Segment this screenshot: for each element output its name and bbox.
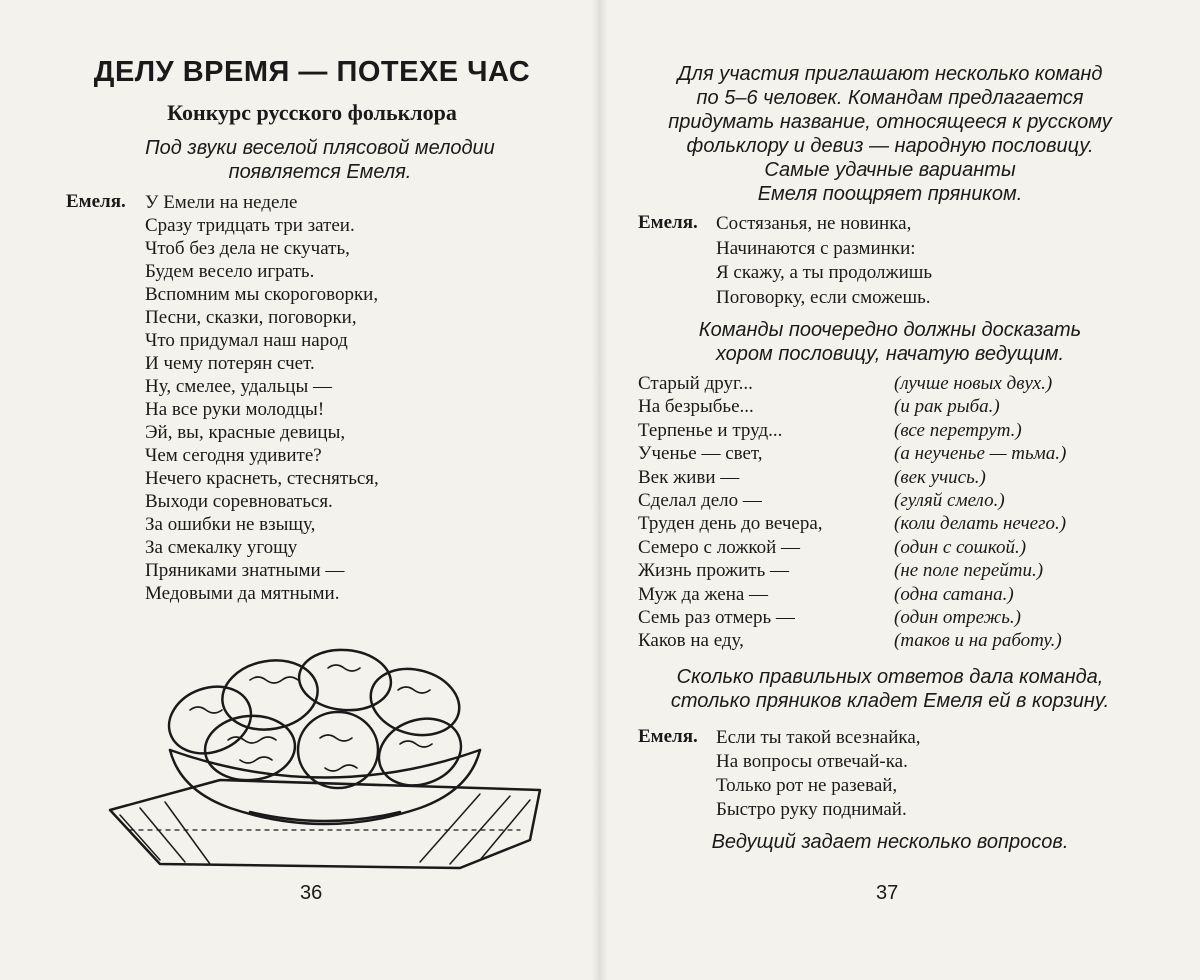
verse-line: Только рот не разевай, xyxy=(716,775,898,796)
verse-line: Нечего краснеть, стесняться, xyxy=(145,468,379,489)
page-number: 36 xyxy=(300,882,323,904)
proverb-end: (коли делать нечего.) xyxy=(894,513,1067,535)
verse-line: Медовыми да мятными. xyxy=(145,583,340,604)
proverb-end: (и рак рыба.) xyxy=(894,396,1000,418)
verse-line: Состязанья, не новинка, xyxy=(716,213,912,234)
proverb-start: Век живи — xyxy=(638,466,740,488)
proverb-start: Терпенье и труд... xyxy=(638,419,783,441)
proverb-end: (лучше новых двух.) xyxy=(894,373,1053,394)
speaker-label: Емеля. xyxy=(66,191,126,212)
proverb-end: (один с сошкой.) xyxy=(894,536,1027,558)
verse-line: Будем весело играть. xyxy=(145,261,315,282)
verse-line: Если ты такой всезнайка, xyxy=(716,727,921,748)
proverb-row xyxy=(638,442,1066,465)
proverb-row xyxy=(638,629,1066,652)
verse-line: За смекалку угощу xyxy=(145,537,298,558)
proverb-end: (все перетрут.) xyxy=(894,419,1022,441)
verse-line: Пряниками знатными — xyxy=(145,560,345,581)
intro-line: появляется Емеля. xyxy=(228,161,412,183)
verse-line: Чем сегодня удивите? xyxy=(145,445,322,466)
intro-line: Для участия приглашают несколько команд xyxy=(677,63,1103,85)
closing-stage-direction: Ведущий задает несколько вопросов. xyxy=(711,831,1069,853)
verse-block xyxy=(716,726,921,822)
proverb-start: Жизнь прожить — xyxy=(638,560,789,582)
proverb-start: Семь раз отмерь — xyxy=(638,607,795,629)
speaker-label: Емеля. xyxy=(638,726,698,747)
scoring-line: Сколько правильных ответов дала команда, xyxy=(676,666,1104,688)
verse-line: Я скажу, а ты продолжишь xyxy=(716,262,933,283)
instruction-line: Команды поочередно должны досказать xyxy=(698,319,1082,341)
scoring-line: столько пряников кладет Емеля ей в корзину. xyxy=(670,690,1110,712)
proverb-end: (один отрежь.) xyxy=(894,607,1021,629)
proverb-end: (а неученье — тьма.) xyxy=(894,443,1067,465)
proverb-row xyxy=(638,466,1066,489)
proverb-end: (гуляй смело.) xyxy=(894,490,1005,512)
verse-line: Сразу тридцать три затеи. xyxy=(145,215,355,236)
verse-line: Поговорку, если сможешь. xyxy=(716,286,931,308)
proverb-end: (не поле перейти.) xyxy=(894,560,1044,582)
instruction-line: хором пословицу, начатую ведущим. xyxy=(715,343,1065,365)
proverb-start: Муж да жена — xyxy=(638,583,769,605)
verse-line: Быстро руку поднимай. xyxy=(716,799,907,820)
verse-line: Чтоб без дела не скучать, xyxy=(145,238,350,259)
proverb-row xyxy=(638,489,1066,512)
proverb-row xyxy=(638,559,1066,582)
intro-line: Самые удачные варианты xyxy=(764,159,1016,181)
intro-line: фольклору и девиз — народную пословицу. xyxy=(686,135,1094,157)
verse-line: Вспомним мы скороговорки, xyxy=(145,284,379,305)
proverb-end: (одна сатана.) xyxy=(894,583,1014,605)
proverb-row xyxy=(638,606,1066,629)
intro-stage-direction xyxy=(640,62,1140,206)
verse-line: Песни, сказки, поговорки, xyxy=(145,307,357,328)
scoring-stage-direction xyxy=(630,665,1150,713)
proverb-row xyxy=(638,536,1066,559)
proverb-row xyxy=(638,395,1066,418)
intro-line: Емеля поощряет пряником. xyxy=(757,183,1023,205)
verse-line: Эй, вы, красные девицы, xyxy=(145,422,346,443)
proverb-start: Старый друг... xyxy=(638,373,753,394)
verse-line: На все руки молодцы! xyxy=(145,399,325,420)
proverb-start: Сделал дело — xyxy=(638,490,762,512)
proverb-row xyxy=(638,419,1066,442)
verse-line: Ну, смелее, удальцы — xyxy=(145,376,332,397)
verse-block xyxy=(716,212,932,310)
verse-block xyxy=(145,191,379,605)
proverb-end: (век учись.) xyxy=(894,466,986,488)
proverb-start: Труден день до вечера, xyxy=(638,513,823,535)
proverb-row xyxy=(638,583,1066,606)
page-subtitle: Конкурс русского фольклора xyxy=(167,100,457,125)
intro-stage-direction xyxy=(90,136,550,184)
page-number: 37 xyxy=(876,882,899,904)
speaker-label: Емеля. xyxy=(638,212,698,233)
intro-line: Под звуки веселой плясовой мелодии xyxy=(145,137,495,159)
verse-line: И чему потерян счет. xyxy=(145,353,315,374)
proverb-row xyxy=(638,372,1066,395)
verse-line: Что придумал наш народ xyxy=(145,330,348,351)
basket-of-gingerbread-illustration xyxy=(100,640,550,870)
verse-line: За ошибки не взыщу, xyxy=(145,514,316,535)
verse-line: На вопросы отвечай-ка. xyxy=(716,751,908,772)
proverb-start: На безрыбье... xyxy=(638,396,754,418)
proverb-start: Ученье — свет, xyxy=(638,443,763,465)
proverb-start: Каков на еду, xyxy=(638,630,744,652)
page-title: ДЕЛУ ВРЕМЯ — ПОТЕХЕ ЧАС xyxy=(93,56,531,88)
proverb-end: (таков и на работу.) xyxy=(894,630,1062,652)
proverb-start: Семеро с ложкой — xyxy=(638,536,801,558)
verse-line: Начинаются с разминки: xyxy=(716,237,916,259)
proverb-row xyxy=(638,512,1066,535)
proverb-list xyxy=(638,372,1066,653)
intro-line: по 5–6 человек. Командам предлагается xyxy=(696,87,1084,109)
intro-line: придумать название, относящееся к русскому xyxy=(668,111,1112,133)
instruction-stage-direction xyxy=(640,318,1140,366)
verse-line: У Емели на неделе xyxy=(145,192,298,213)
verse-line: Выходи соревноваться. xyxy=(145,491,333,512)
